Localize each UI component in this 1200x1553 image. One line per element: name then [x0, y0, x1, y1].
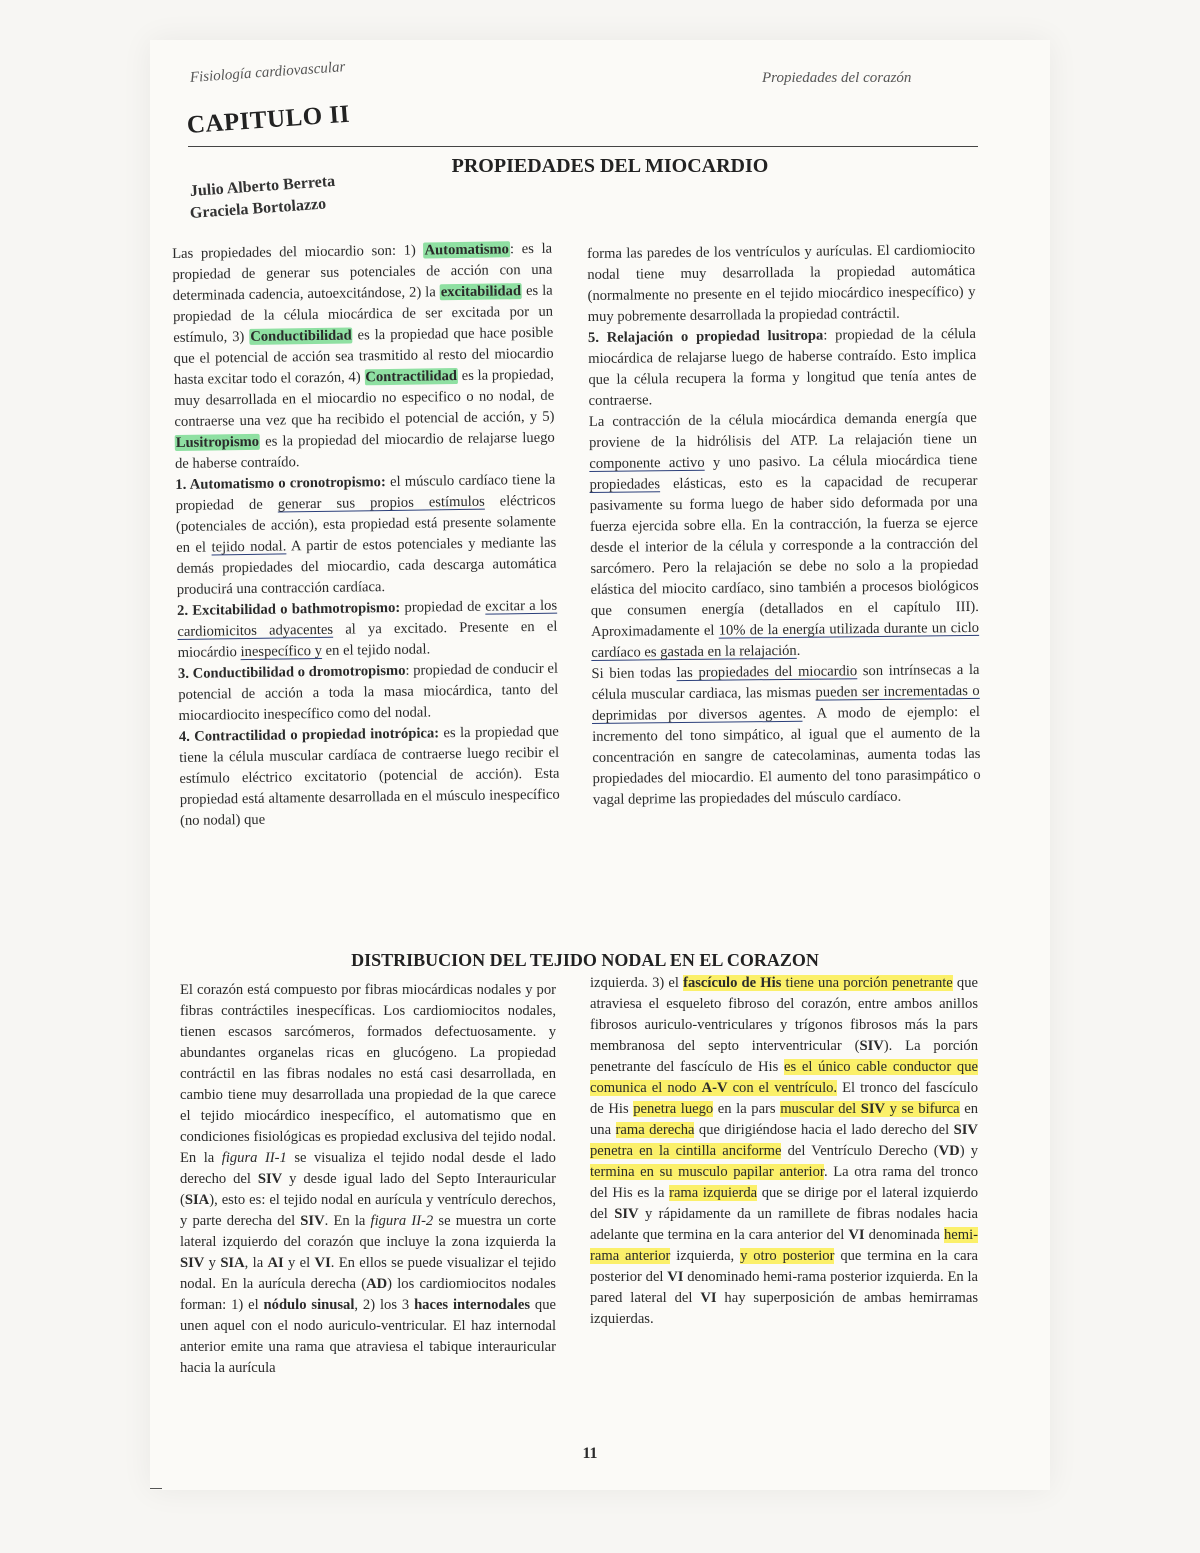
text-run: en el tejido nodal.	[321, 641, 431, 659]
abbr: SIV	[180, 1255, 205, 1271]
abbr: VD	[938, 1143, 960, 1159]
text-run: Las propiedades del miocardio son: 1)	[172, 242, 424, 262]
paragraph-heading: 2. Excitabilidad o bathmotropismo:	[177, 599, 401, 619]
abbr: AI	[267, 1255, 284, 1271]
energia-paragraph	[589, 408, 980, 664]
conductibilidad-paragraph	[178, 659, 559, 727]
page-title: PROPIEDADES DEL MIOCARDIO	[451, 155, 769, 177]
highlight-term: Automatismo	[424, 241, 510, 259]
text-run: . A modo de ejemplo: el incremento del tono simpático, al igual que el aumento de la concentración en sangre de catecolaminas, aumenta todas las propiedades del miocardio. El aumento del tono parasimpático o vagal deprime las propiedades del músculo cardíaco.	[592, 703, 981, 808]
highlight-text: penetra en la cintilla anciforme	[590, 1143, 782, 1159]
bold-term: nódulo sinusal	[263, 1297, 355, 1313]
text-run: es la propiedad del miocardio de relajarse luego de haberse contraído.	[174, 429, 555, 472]
text-run: .	[796, 642, 801, 659]
underlined-text: tejido nodal.	[211, 538, 287, 556]
text-run: es la propiedad que tiene la célula muscular cardíaca de contraerse luego recibir el estímulo eléctrico excitatorio (potencial de acción). Esta propiedad está altamente desarrollada en el músculo inespecífico (no nodal) que	[179, 723, 560, 829]
highlight-text: hemi-rama anterior	[590, 1227, 979, 1264]
abbr: SIA	[220, 1255, 245, 1271]
bold-term: haces internodales	[414, 1297, 531, 1313]
text-run: : es la propiedad de generar sus potenciales de acción con una determinada cadencia, autoexcitándose, 2) la	[172, 240, 553, 304]
text-run: y	[204, 1255, 221, 1271]
paragraph-heading: 1. Automatismo o cronotropismo:	[175, 474, 386, 493]
excitabilidad-paragraph	[177, 596, 558, 664]
text-run: , la	[244, 1255, 268, 1271]
text-run: eléctricos (potenciales de acción), esta propiedad está presente solamente en el	[175, 492, 557, 556]
abbr: AD	[366, 1276, 388, 1292]
relajacion-paragraph	[588, 324, 977, 412]
text-run: A partir de estos potenciales y mediante las demás propiedades del miocardio, cada descarga automática producirá una contracción cardíaca.	[176, 534, 557, 598]
text-run: y desde igual lado del Septo Interauricular (	[180, 1171, 556, 1208]
underlined-text: generar sus propios estímulos	[277, 493, 485, 513]
text-run: en la pars	[713, 1101, 781, 1117]
text-run: , 2) los 3	[354, 1297, 415, 1313]
text-run: es la propiedad de la célula miocárdica de ser excitada por un estímulo, 3)	[172, 282, 554, 346]
text-run: que termina en la cara posterior del	[590, 1248, 978, 1285]
tejido-nodal-paragraph	[180, 980, 556, 1379]
abbr: VI	[848, 1227, 865, 1243]
text-run: del Ventrículo Derecho (	[781, 1143, 939, 1159]
text-run: Si bien todas	[591, 665, 677, 682]
text-run: . En ellos se puede visualizar el tejido nodal. En la aurícula derecha (	[180, 1255, 556, 1292]
intro-paragraph	[172, 239, 555, 475]
text-run: . La otra rama del tronco del His es la	[590, 1164, 979, 1201]
abbr: SIV	[860, 1101, 886, 1117]
text-run: : propiedad de conducir el potencial de acción a toda la masa miocárdica, tanto del miocardiocito inespecífico como del nodal.	[178, 660, 559, 724]
text-run: se muestra un corte lateral izquierdo del corazón que incluye la zona izquierda la	[180, 1213, 556, 1250]
page-number: 11	[582, 1445, 598, 1462]
automatismo-paragraph	[175, 470, 557, 601]
text-run: El tronco del fascículo de His	[590, 1080, 978, 1117]
text-run: ) y	[959, 1143, 979, 1159]
highlight-term: excitabilidad	[440, 283, 522, 301]
text-run: se visualiza el tejido nodal desde el lado derecho del	[180, 1150, 556, 1187]
column-right-top	[587, 240, 981, 811]
abbr: VI	[700, 1290, 717, 1306]
highlight-text: y otro posterior	[740, 1248, 835, 1264]
abbr: VI	[667, 1269, 684, 1285]
text-run: al ya excitado. Presente en el miocárdio	[177, 618, 558, 661]
text-run: : propiedad de la célula miocárdica de relajarse luego de haberse contraído. Esto implica que la célula recupera la forma y longitud que tenía antes de contraerse.	[588, 325, 977, 409]
text-run: que atraviesa el esqueleto fibroso del corazón, entre ambos anillos fibrosos auriculo-ventriculares y trígonos fibrosos más la pars membranosa del septo interventricular (	[590, 975, 979, 1054]
section-heading: DISTRIBUCION DEL TEJIDO NODAL EN EL CORAZON	[351, 950, 819, 970]
highlight-text: muscular del	[780, 1101, 861, 1117]
text-run: denominado hemi-rama posterior izquierda. En la pared lateral del	[590, 1269, 978, 1306]
contractilidad-paragraph	[179, 722, 560, 832]
figure-ref: figura II-1	[221, 1150, 287, 1166]
author-2: Graciela Bortolazzo	[189, 195, 327, 222]
column-left-bottom	[180, 980, 556, 1379]
abbr: A-V	[701, 1080, 728, 1096]
text-run: ), esto es: el tejido nodal en aurícula y ventrículo derechos, y parte derecha del	[180, 1192, 556, 1229]
highlight-term: Contractilidad	[365, 368, 458, 386]
underlined-text: las propiedades del miocardio	[676, 663, 858, 682]
underlined-text: excitar a los cardiomicitos adyacentes	[177, 597, 558, 640]
abbr: SIA	[184, 1192, 210, 1208]
chapter-label: CAPITULO II	[186, 100, 351, 140]
column-right-bottom	[590, 973, 978, 1330]
margin-mark	[150, 1488, 162, 1489]
text-run: izquierda,	[670, 1248, 741, 1264]
underlined-text: pueden ser incrementadas o deprimidas por diversos agentes	[591, 682, 980, 724]
abbr: SIV	[953, 1122, 978, 1138]
column-left-top	[172, 239, 560, 832]
highlight-text: tiene una porción penetrante	[781, 975, 953, 991]
running-header-left: Fisiología cardiovascular	[189, 59, 346, 86]
running-header-right: Propiedades del corazón	[762, 70, 912, 86]
text-run: el músculo cardíaco tiene la propiedad de	[175, 471, 556, 514]
highlight-text: termina en su musculo papilar anterior	[590, 1164, 824, 1180]
text-run: y el	[283, 1255, 315, 1271]
text-run: en una	[590, 1101, 978, 1138]
text-run: ). La porción penetrante del fascículo de His	[590, 1038, 978, 1075]
abbr: SIV	[257, 1171, 283, 1187]
underlined-text: inespecífico y	[240, 642, 323, 661]
paragraph-heading: 5. Relajación o propiedad lusitropa	[587, 327, 824, 346]
text-run: y uno pasivo. La célula miocárdica tiene	[704, 451, 978, 471]
highlight-term: Conductibilidad	[250, 327, 352, 345]
text-run: La contracción de la célula miocárdica demanda energía que proviene de la hidrólisis del ATP. La relajación tiene un	[588, 409, 978, 451]
text-run: es la propiedad, muy desarrollada en el miocardio no especifico o no nodal, de contraerse una vez que ha recibido el potencial de acción, y 5)	[174, 366, 555, 430]
text-run: es la propiedad que hace posible que el potencial de acción sea trasmitido al resto del miocardio hasta excitar todo el corazón, 4)	[173, 324, 554, 388]
text-run: que dirigiéndose hacia el lado derecho del	[694, 1122, 954, 1138]
paragraph-heading: 4. Contractilidad o propiedad inotrópica:	[178, 725, 440, 745]
text-run: izquierda. 3) el	[590, 975, 684, 991]
continuation-paragraph: forma las paredes de los ventrículos y aurículas. El cardiomiocito nodal tiene muy desarrollada la propiedad automática (normalmente no presente en el tejido miocárdico inespecífico) y muy pobremente desarrollada la propiedad contráctil.	[587, 241, 976, 325]
underlined-text: propiedades	[589, 476, 661, 493]
text-run: ) los cardiomiocitos nodales forman: 1) el	[180, 1276, 556, 1313]
highlight-term: fascículo de His	[683, 975, 782, 991]
text-run: . En la	[324, 1213, 371, 1229]
highlight-text: es el único cable conductor que comunica el nodo	[590, 1059, 978, 1096]
text-run: y rápidamente da un ramillete de fibras nodales hacia adelante que termina en la cara anterior del	[590, 1206, 978, 1243]
intrinsecas-paragraph	[591, 660, 981, 811]
figure-ref: figura II-2	[370, 1213, 434, 1229]
header-rule	[188, 146, 978, 147]
highlight-text: rama izquierda	[669, 1185, 758, 1201]
text-run: son intrínsecas a la célula muscular cardiaca, las mismas	[591, 661, 980, 703]
abbr: SIV	[859, 1038, 884, 1054]
text-run: propiedad de	[400, 598, 486, 616]
text-run: que se dirige por el lateral izquierdo del	[590, 1185, 978, 1222]
underlined-text: componente activo	[589, 454, 705, 472]
text-run: elásticas, esto es la capacidad de recuperar pasivamente su forma luego de haber sido deformada por una fuerza ejercida sobre ella. En la contracción, la fuerza se ejerce desde el interior de la célula y corresponde a la contracción del sarcómero. Pero la relajación se debe no solo a la propiedad elástica del miocito cardíaco, sino también a procesos biológicos que consumen energía (detallados en el capítulo III). Aproximadamente el	[589, 472, 979, 640]
abbr: SIV	[300, 1213, 325, 1229]
highlight-text: y se bifurca	[885, 1101, 960, 1117]
abbr: SIV	[614, 1206, 639, 1222]
highlight-term: Lusitropismo	[175, 433, 260, 451]
text-run: denominada	[864, 1227, 944, 1243]
text-run: El corazón está compuesto por fibras miocárdicas nodales y por fibras contráctiles inespecíficas. Los cardiomiocitos nodales, tienen escasos sarcómeros, formados defectuosamente. y abundantes organelas ricas en glucógeno. La propiedad contráctil en las fibras nodales no está casi desarrollada, en cambio tiene muy desarrollada una propiedad de la que carece el tejido miocárdico inespecífico, el automatismo que en condiciones fisiológicas es propiedad exclusiva del tejido nodal. En la	[180, 982, 556, 1166]
highlight-text: con el ventrículo.	[727, 1080, 838, 1096]
author-1: Julio Alberto Berreta	[189, 172, 336, 200]
underlined-text: 10% de la energía utilizada durante un ciclo cardíaco es gastada en la relajación	[591, 619, 980, 661]
abbr: VI	[314, 1255, 331, 1271]
paragraph-heading: 3. Conductibilidad o dromotropismo	[177, 662, 406, 682]
text-run: hay superposición de ambas hemirramas izquierdas.	[590, 1290, 978, 1327]
text-run: que unen aquel con el nodo auriculo-ventricular. El haz internodal anterior emite una rama que atraviesa el tabique interauricular hacia la aurícula	[180, 1297, 556, 1376]
his-paragraph	[590, 973, 978, 1330]
highlight-text: rama derecha	[615, 1122, 695, 1138]
highlight-text: penetra luego	[633, 1101, 714, 1117]
